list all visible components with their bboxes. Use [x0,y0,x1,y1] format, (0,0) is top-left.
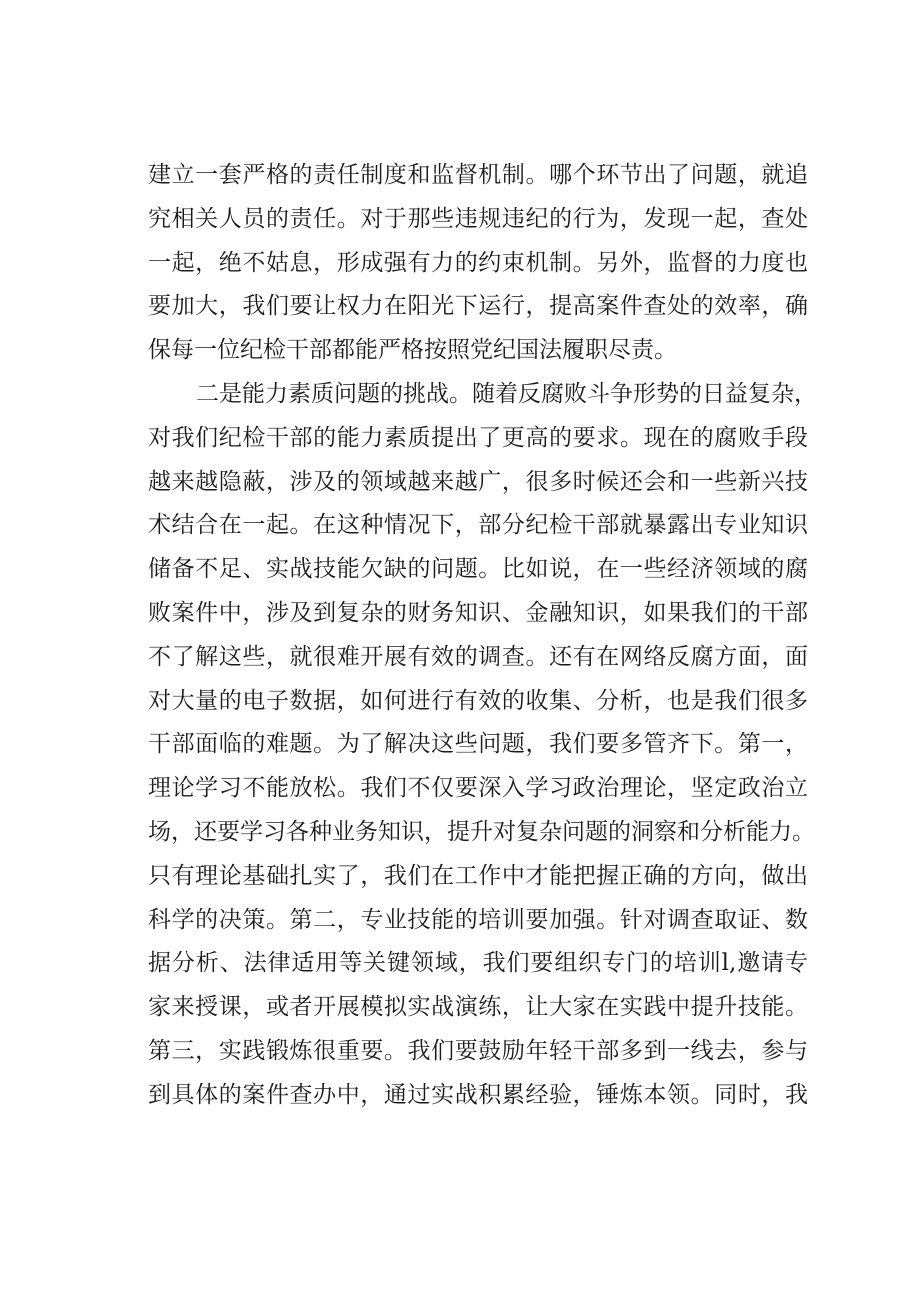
text-line: 第三，实践锻炼很重要。我们要鼓励年轻干部多到一线去，参与 [148,1037,808,1064]
text-line: 据分析、法律适用等关键领域，我们要组织专门的培训l,邀请专 [148,950,808,977]
text-line: 储备不足、实战技能欠缺的问题。比如说，在一些经济领域的腐 [148,556,808,583]
text-line: 对大量的电子数据，如何进行有效的收集、分析，也是我们很多 [148,687,808,714]
text-line: 越来越隐蔽，涉及的领域越来越广，很多时候还会和一些新兴技 [148,468,808,495]
text-line: 一起，绝不姑息，形成强有力的约束机制。另外，监督的力度也 [148,249,808,276]
text-line: 理论学习不能放松。我们不仅要深入学习政治理论，坚定政治立 [148,775,808,802]
text-line: 对我们纪检干部的能力素质提出了更高的要求。现在的腐败手段 [148,424,808,451]
text-line: 术结合在一起。在这种情况下，部分纪检干部就暴露出专业知识 [148,512,808,539]
text-line: 家来授课，或者开展模拟实战演练，让大家在实践中提升技能。 [148,994,808,1021]
text-line: 科学的决策。第二，专业技能的培训要加强。针对调查取证、数 [148,906,808,933]
text-line: 到具体的案件查办中，通过实战积累经验，锤炼本领。同时，我 [148,1081,808,1108]
text-line: 建立一套严格的责任制度和监督机制。哪个环节出了问题，就追 [148,162,808,188]
text-line: 究相关人员的责任。对于那些违规违纪的行为，发现一起，查处 [148,205,808,232]
text-line: 只有理论基础扎实了，我们在工作中才能把握正确的方向，做出 [148,862,808,889]
body-text [148,154,817,1118]
text-line: 保每一位纪检干部都能严格按照党纪国法履职尽责。 [148,337,677,364]
text-line: 二是能力素质问题的挑战。随着反腐败斗争形势的日益复杂， [196,380,817,407]
text-line: 不了解这些，就很难开展有效的调查。还有在网络反腐方面，面 [148,643,808,670]
text-line: 败案件中，涉及到复杂的财务知识、金融知识，如果我们的干部 [148,599,808,626]
text-line: 场，还要学习各种业务知识，提升对复杂问题的洞察和分析能力。 [148,818,815,845]
paragraph-2 [148,373,817,1118]
paragraph-1 [148,154,808,373]
text-line: 要加大，我们要让权力在阳光下运行，提高案件查处的效率，确 [148,293,808,320]
text-line: 干部面临的难题。为了解决这些问题，我们要多管齐下。第一， [148,731,808,758]
